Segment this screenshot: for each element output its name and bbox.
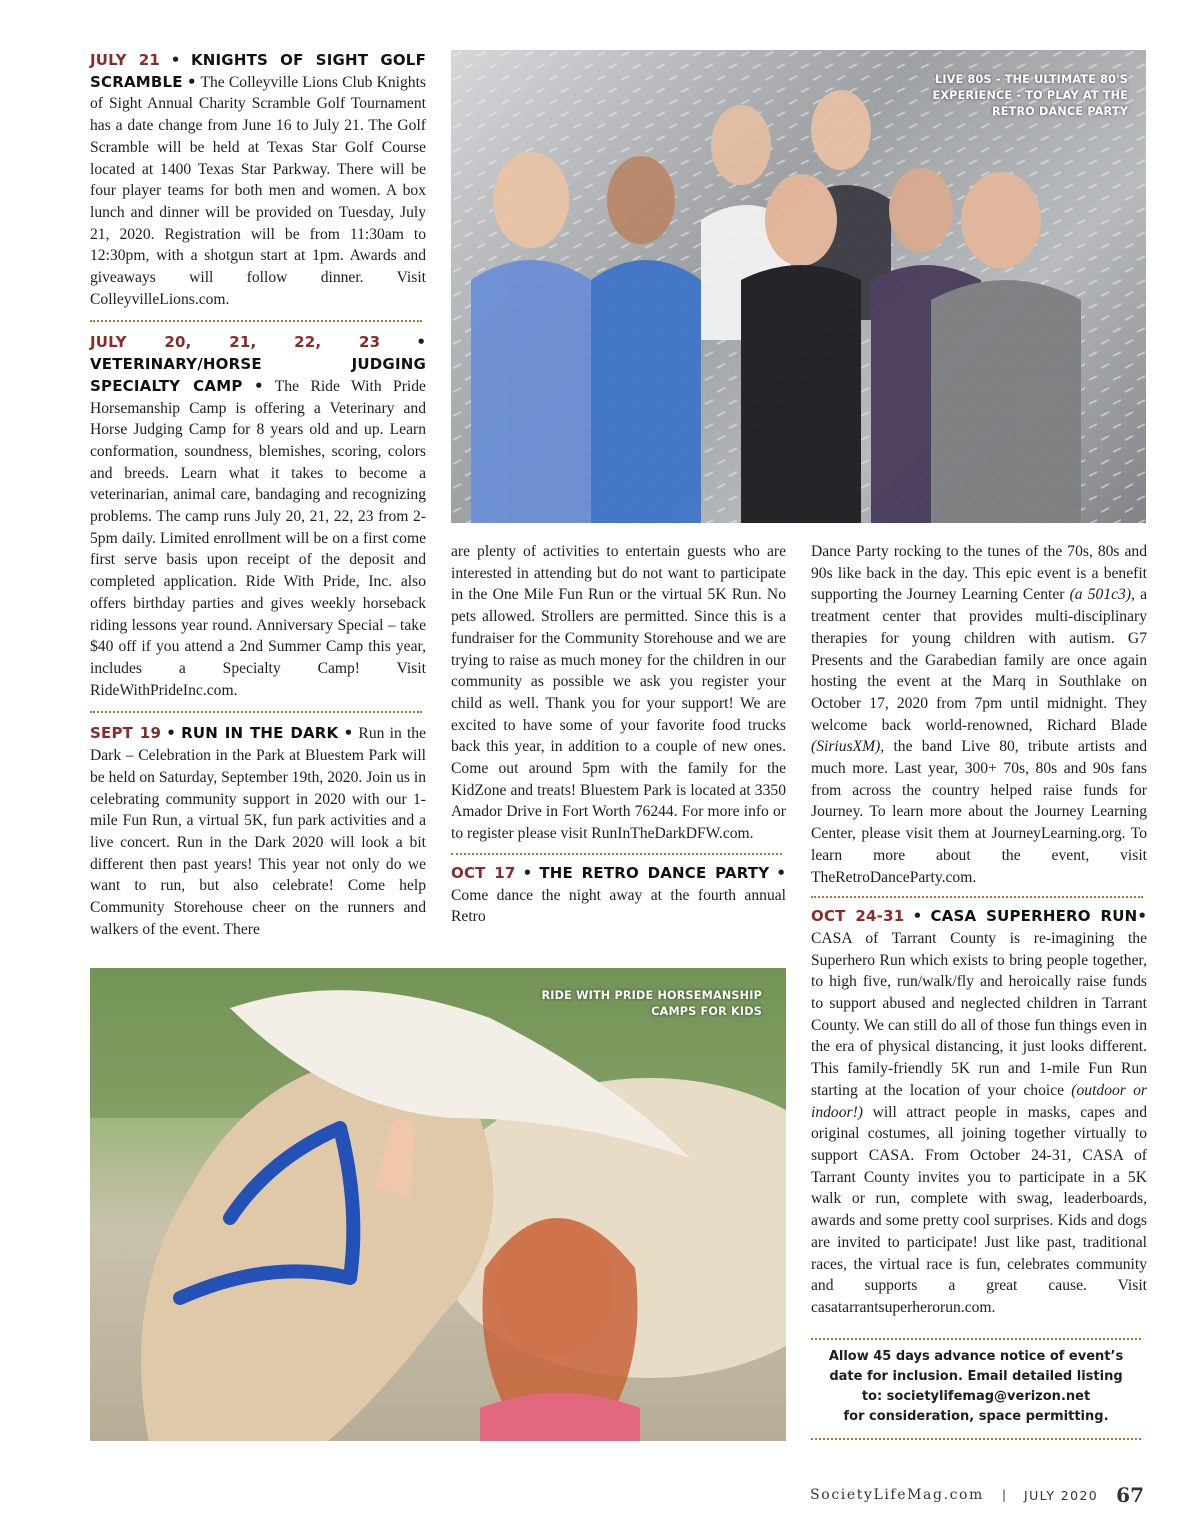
event-title: KNIGHTS OF SIGHT GOLF SCRAMBLE bbox=[90, 51, 427, 91]
event-date: JULY 21 bbox=[90, 51, 161, 69]
submission-notice bbox=[811, 1347, 1141, 1427]
event-run-dark bbox=[90, 723, 426, 940]
horse-photo bbox=[90, 968, 786, 1441]
dotted-divider bbox=[811, 1438, 1141, 1440]
event-body-italic: (outdoor or indoor!) bbox=[811, 1081, 1147, 1121]
column-right bbox=[811, 541, 1147, 1319]
bullet: • bbox=[522, 863, 533, 882]
event-title: VETERINARY/HORSE JUDGING SPECIALTY CAMP bbox=[90, 355, 426, 395]
event-run-dark-continued: are plenty of activities to entertain guests who are interested in attending but do not want to participate in the One Mile Fun Run or the virtual 5K Run. No pets allowed. Strollers are permitted. Since this is a fundraiser for the Community Storehouse and we are trying to raise as much money for the children in our community as possible we ask you register your child as well. Thank you for your support! We are excited to have some of your favorite food trucks back this year, in addition to a couple of new ones. Come out around 5pm with the family for the KidZone and treats! Bluestem Park is located at 3350 Amador Drive in Fort Worth 76244. For more info or to register please visit RunInTheDarkDFW.com. bbox=[451, 543, 786, 843]
notice-line: to: societylifemag@verizon.net bbox=[861, 1389, 1091, 1404]
event-retro-continued bbox=[811, 541, 1147, 888]
photo-caption: LIVE 80S - THE ULTIMATE 80'S EXPERIENCE - TO PLAY AT THE RETRO DANCE PARTY bbox=[932, 73, 1128, 118]
event-body: the band Live 80, tribute artists and much more. Last year, 300+ 70s, 80s and 90s fans from across the country helped raise funds for Journey. To learn more about the Journey Learning Center, please visit them at JourneyLearning.org. To learn more about the event, visit TheRetroDanceParty.com. bbox=[811, 738, 1147, 886]
event-body-italic: (SiriusXM), bbox=[811, 738, 885, 756]
event-date: OCT 17 bbox=[451, 863, 516, 882]
event-body: Come dance the night away at the fourth annual Retro bbox=[451, 886, 786, 926]
bullet: • bbox=[186, 72, 197, 91]
event-body: The Colleyville Lions Club Knights of Sight Annual Charity Scramble Golf Tournament has a date change from June 16 to July 21. The Golf Scramble will be held at Texas Star Golf Course located at 1400 Texas Star Parkway. There will be four player teams for both men and women. A box lunch and dinner will be provided on Tuesday, July 21, 2020. Registration will be from 11:30am to 12:30pm, with a shotgun start at 1pm. Awards and giveaways will follow dinner. Visit ColleyvilleLions.com. bbox=[90, 73, 427, 308]
event-body: CASA of Tarrant County is re-imagining the Superhero Run which exists to bring people together, to high five, run/walk/fly and heroically raise funds to support abused and neglected children in Tarrant County. We can still do all of those fun things even in the era of physical distancing, it just looks different. This family-friendly 5K run and 1-mile Fun Run starting at the location of your choice bbox=[811, 929, 1147, 1099]
event-body: Dance Party rocking to the tunes of the 70s, 80s and 90s like back in the day. This epic event is a benefit supporting the Journey Learning Center bbox=[811, 543, 1147, 604]
event-title: RUN IN THE DARK bbox=[181, 724, 339, 743]
bullet: • bbox=[170, 51, 181, 69]
bullet: • bbox=[1137, 907, 1148, 926]
band-photo bbox=[451, 50, 1146, 523]
event-golf bbox=[90, 50, 426, 310]
bullet: • bbox=[776, 863, 787, 882]
column-middle bbox=[451, 541, 786, 928]
column-left bbox=[90, 50, 426, 940]
footer-issue: JULY 2020 bbox=[1023, 1487, 1099, 1503]
bullet: • bbox=[416, 333, 427, 352]
footer-site: SocietyLifeMag.com bbox=[810, 1487, 984, 1503]
event-date: JULY 20, 21, 22, 23 bbox=[90, 333, 381, 352]
event-body: will attract people in masks, capes and original costumes, all joining together virtually to support CASA. From October 24-31, CASA of Tarrant County invites you to participate in a 5K walk or run, complete with swag, leaderboards, awards and some pretty cool surprises. Kids and dogs are invited to participate! Just like past, traditional races, the virtual race is fun, celebrates community and supports a great cause. Visit casatarrantsuperherorun.com. bbox=[811, 1103, 1147, 1316]
dotted-divider bbox=[451, 853, 782, 855]
notice-line: for consideration, space permitting. bbox=[843, 1409, 1109, 1424]
event-date: SEPT 19 bbox=[90, 724, 162, 743]
event-retro bbox=[451, 863, 786, 928]
notice-line: Allow 45 days advance notice of event’s bbox=[828, 1349, 1124, 1364]
bullet: • bbox=[166, 724, 176, 743]
dotted-divider bbox=[90, 320, 422, 322]
bullet: • bbox=[343, 724, 354, 743]
dotted-divider bbox=[811, 896, 1143, 898]
band-illustration bbox=[451, 50, 1146, 523]
event-date: OCT 24-31 bbox=[811, 907, 905, 926]
horse-illustration bbox=[90, 968, 786, 1441]
bullet: • bbox=[253, 376, 264, 395]
notice-line: date for inclusion. Email detailed listing bbox=[829, 1369, 1123, 1384]
page-footer bbox=[810, 1480, 1144, 1510]
event-body: a treatment center that provides multi-disciplinary therapies for young children with autism. G7 Presents and the Garabedian family are once again hosting the event at the Marq in Southlake on October 17, 2020 from 7pm until midnight. They welcome back world-renowned, Richard Blade bbox=[811, 586, 1147, 734]
event-body: The Ride With Pride Horsemanship Camp is offering a Veterinary and Horse Judging Camp for 8 years old and up. Learn conformation, soundness, blemishes, scoring, colors and breeds. Learn what it takes to become a veterinarian, animal care, bandaging and recognizing problems. The camp runs July 20, 21, 22, 23 from 2-5pm daily. Limited enrollment will be on a first come first serve basis upon receipt of the deposit and completed application. Ride With Pride, Inc. also offers birthday parties and gives weekly horseback riding lessons year round. Anniversary Special – take $40 off if you attend a 2nd Summer Camp this year, includes a Specialty Camp! Visit RideWithPrideInc.com. bbox=[90, 377, 426, 699]
event-title: THE RETRO DANCE PARTY bbox=[539, 863, 770, 882]
photo-caption: RIDE WITH PRIDE HORSEMANSHIP CAMPS FOR KIDS bbox=[541, 989, 762, 1018]
page-number: 67 bbox=[1116, 1483, 1144, 1507]
dotted-divider bbox=[811, 1338, 1141, 1340]
event-body: Run in the Dark – Celebration in the Park at Bluestem Park will be held on Saturday, September 19th, 2020. Join us in celebrating community support in 2020 with our 1-mile Fun Run, a virtual 5K, fun park activities and a live concert. Run in the Dark 2020 will look a bit different then past years! This year not only do we want to run, but also celebrate! Come help Community Storehouse cheer on the runners and walkers of the event. There bbox=[90, 725, 427, 938]
event-horse-camp bbox=[90, 332, 426, 701]
bullet: • bbox=[912, 907, 923, 926]
footer-separator: | bbox=[1001, 1488, 1006, 1502]
event-title: CASA SUPERHERO RUN bbox=[930, 907, 1138, 926]
dotted-divider bbox=[90, 711, 422, 713]
event-casa bbox=[811, 906, 1147, 1318]
event-body-italic: (a 501c3), bbox=[1069, 586, 1135, 604]
